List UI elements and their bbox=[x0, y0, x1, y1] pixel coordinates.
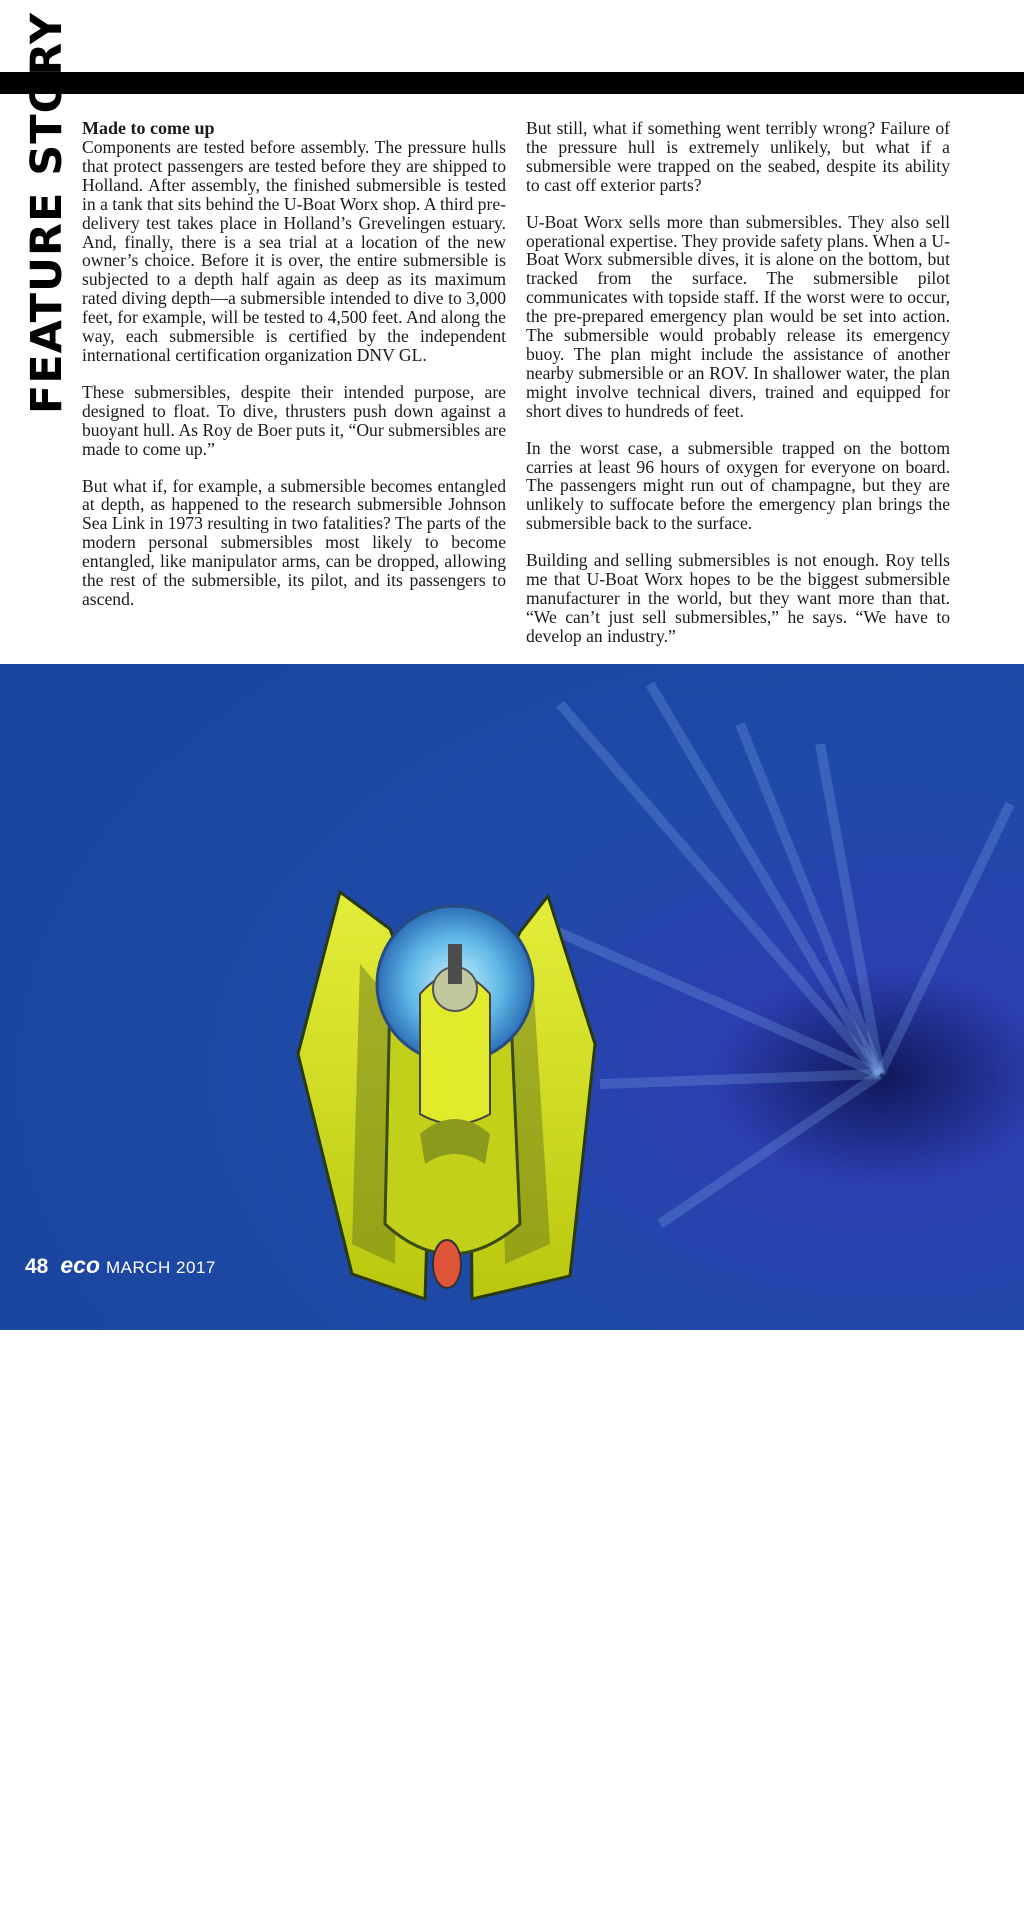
photo-caption: C-Explorer 3 on the way down. bbox=[704, 1910, 884, 1925]
article-column-right bbox=[526, 119, 950, 664]
paragraph: In the worst case, a submersible trapped on the bottom carries at least 96 hours of oxygen for everyone on board. The passengers might run out of champagne, but they are unlikely to suffocate before the emergency plan brings the submersible back to the surface. bbox=[526, 437, 950, 534]
page-number: 48 bbox=[25, 1255, 49, 1278]
subheading: Made to come up bbox=[82, 118, 215, 138]
paragraph: Components are tested before assembly. The pressure hulls that protect passengers are tested before they are shipped to Holland. After assembly, the finished submersible is tested in a tank that sits behind the U-Boat Worx shop. A third pre-delivery test takes place in Holland’s Grevelingen estuary. And, finally, there is a sea trial at a location of the new owner’s choice. Before it is over, the entire submersible is subjected to a depth half again as deep as its maximum rated diving depth—a submersible intended to dive to 3,000 feet, for example, will be tested to 4,500 feet. And along the way, each submersible is certified by the independent international certification organization DNV GL. bbox=[82, 137, 506, 365]
magazine-logo: eco bbox=[60, 1252, 100, 1278]
issue-date: MARCH 2017 bbox=[106, 1258, 216, 1277]
paragraph: But what if, for example, a submersible becomes entangled at depth, as happened to the research submersible Johnson Sea Link in 1973 resulting in two fatalities? The parts of the modern personal submersibles most likely to become entangled, like manipulator arms, can be dropped, allowing the rest of the submersible, its pilot, and its passengers to ascend. bbox=[82, 475, 506, 609]
paragraph: These submersibles, despite their intended purpose, are designed to float. To dive, thrusters push down against a buoyant hull. As Roy de Boer puts it, “Our submersibles are made to come up.” bbox=[82, 381, 506, 459]
submersible-photo bbox=[0, 664, 1024, 1925]
paragraph: But still, what if something went terribly wrong? Failure of the pressure hull is extremely unlikely, but what if a submersible were trapped on the seabed, despite its ability to cast off exterior parts? bbox=[526, 118, 950, 195]
header-rule bbox=[0, 72, 1024, 94]
page-footer bbox=[25, 1252, 216, 1279]
section-label-text: FEATURE STORY bbox=[22, 11, 72, 415]
paragraph: U-Boat Worx sells more than submersibles. They also sell operational expertise. They provide safety plans. When a U-Boat Worx submersible dives, it is alone on the bottom, but tracked from the surface. The submersible pilot communicates with topside staff. If the worst were to occur, the pre-prepared emergency plan would be set into action. The submersible would probably release its emergency buoy. The plan might include the assistance of another nearby submersible or an ROV. In shallower water, the plan might involve technical divers, trained and equipped for short dives to hundreds of feet. bbox=[526, 211, 950, 421]
section-label bbox=[22, 11, 72, 415]
submersible-illustration bbox=[0, 664, 1024, 1330]
article-column-left bbox=[82, 119, 506, 627]
paragraph: Building and selling submersibles is not enough. Roy tells me that U-Boat Worx hopes to be the biggest submersible manufacturer in the world, but they want more than that. “We can’t just sell submersibles,” he says. “We have to develop an industry.” bbox=[526, 550, 950, 646]
